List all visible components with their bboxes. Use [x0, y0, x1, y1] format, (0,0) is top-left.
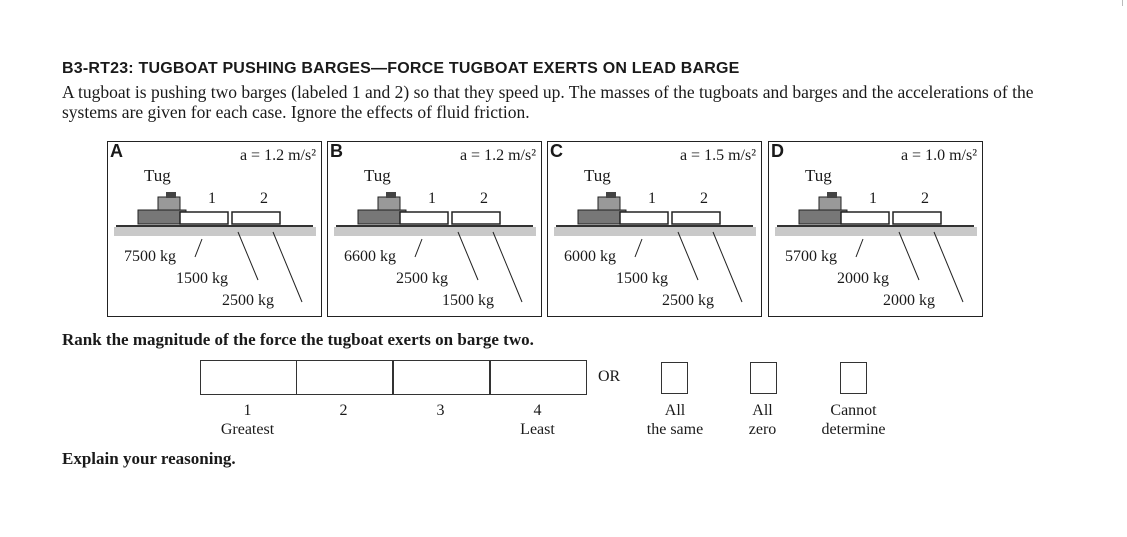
all-same-caption: [630, 401, 720, 439]
panel-label: C: [550, 141, 563, 161]
panel-d: [768, 141, 983, 317]
barge-1-mass: 1500 kg: [176, 270, 228, 287]
rank-caption: Least: [520, 421, 555, 438]
barge-2-label: 2: [480, 190, 488, 207]
rank-number: 1: [243, 402, 252, 419]
acceleration-label: a = 1.0 m/s²: [900, 147, 977, 164]
barge-2-mass: 1500 kg: [442, 292, 494, 309]
rank-3-caption: [393, 401, 488, 420]
ranking-question: Rank the magnitude of the force the tugboat exerts on barge two.: [62, 330, 534, 349]
tug-mass: 6600 kg: [344, 248, 396, 265]
tug-mass: 7500 kg: [124, 248, 176, 265]
barge-1-label: 1: [869, 190, 877, 207]
barge-1-mass: 1500 kg: [616, 270, 668, 287]
barge-1-label: 1: [648, 190, 656, 207]
panel-label: A: [110, 141, 123, 161]
barge-2-label: 2: [921, 190, 929, 207]
option-line: All: [752, 402, 773, 419]
barge-1-label: 1: [208, 190, 216, 207]
tug-mass: 5700 kg: [785, 248, 837, 265]
rank-box-3[interactable]: [393, 360, 490, 395]
acceleration-label: a = 1.5 m/s²: [679, 147, 756, 164]
panel-label: D: [771, 141, 784, 161]
problem-statement: A tugboat is pushing two barges (labeled 1 and 2) so that they speed up. The masses of the tugboats and barges and the accelerations of the systems are given for each case. Ignore the effects of fluid friction.: [62, 82, 1034, 122]
rank-caption: Greatest: [220, 421, 275, 438]
barge-2-mass: 2500 kg: [662, 292, 714, 309]
corner-mark: [1122, 0, 1123, 6]
acceleration-label: a = 1.2 m/s²: [459, 147, 536, 164]
barge-1-label: 1: [428, 190, 436, 207]
barge-2-label: 2: [260, 190, 268, 207]
rank-1-caption: [200, 401, 295, 439]
worksheet-title: B3-RT23: TUGBOAT PUSHING BARGES—FORCE TUGBOAT EXERTS ON LEAD BARGE: [62, 60, 740, 77]
tugboat-scene-illustration: [328, 142, 541, 316]
all-zero-caption: [735, 401, 790, 439]
tug-label: Tug: [144, 166, 171, 185]
tugboat-scene-illustration: [548, 142, 761, 316]
option-line: zero: [748, 421, 777, 438]
rank-2-caption: [296, 401, 391, 420]
cannot-determine-checkbox[interactable]: [840, 362, 867, 394]
tug-label: Tug: [364, 166, 391, 185]
option-line: Cannot: [830, 402, 877, 419]
barge-1-mass: 2500 kg: [396, 270, 448, 287]
barge-2-label: 2: [700, 190, 708, 207]
rank-box-2[interactable]: [296, 360, 393, 395]
acceleration-label: a = 1.2 m/s²: [239, 147, 316, 164]
barge-1-mass: 2000 kg: [837, 270, 889, 287]
panel-label: B: [330, 141, 343, 161]
tugboat-scene-illustration: [769, 142, 982, 316]
rank-number: 4: [533, 402, 542, 419]
option-line: the same: [646, 421, 704, 438]
all-zero-checkbox[interactable]: [750, 362, 777, 394]
tug-label: Tug: [805, 166, 832, 185]
panel-b: [327, 141, 542, 317]
cannot-determine-caption: [806, 401, 901, 439]
panel-a: [107, 141, 322, 317]
barge-2-mass: 2500 kg: [222, 292, 274, 309]
barge-2-mass: 2000 kg: [883, 292, 935, 309]
rank-number: 2: [339, 402, 348, 419]
or-label: OR: [598, 368, 621, 385]
rank-box-4[interactable]: [490, 360, 587, 395]
option-line: determine: [821, 421, 886, 438]
tugboat-scene-illustration: [108, 142, 321, 316]
rank-4-caption: [490, 401, 585, 439]
tug-label: Tug: [584, 166, 611, 185]
panel-c: [547, 141, 762, 317]
tug-mass: 6000 kg: [564, 248, 616, 265]
explain-prompt: Explain your reasoning.: [62, 449, 236, 468]
all-same-checkbox[interactable]: [661, 362, 688, 394]
option-line: All: [664, 402, 686, 419]
rank-number: 3: [436, 402, 445, 419]
rank-box-1[interactable]: [200, 360, 297, 395]
